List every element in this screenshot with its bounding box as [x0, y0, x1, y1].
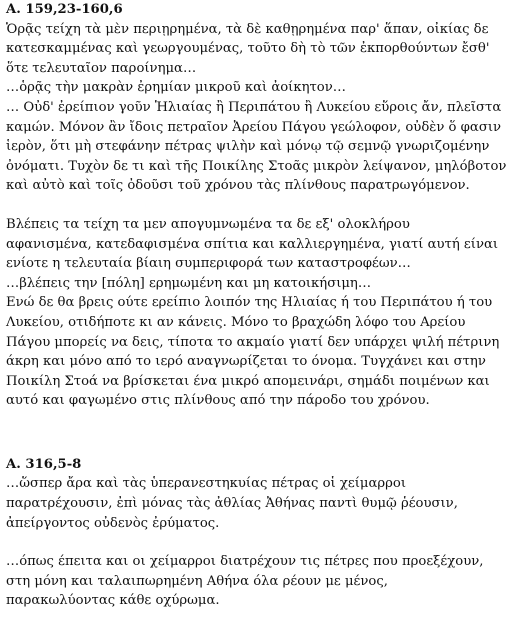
text-line: παρακωλύοντας κάθε οχύρωμα.	[6, 593, 220, 609]
greek-paragraph	[6, 474, 524, 533]
text-line: αυτό και φαγωμένο στις πλίνθους από την πάροδο του χρόνου.	[6, 393, 430, 409]
text-line: ὅτε τελευταῖον παροίνημα…	[6, 60, 197, 76]
text-line: …βλέπεις την [πόλη] ερημωμένη και μη κατοικήσιμη…	[6, 275, 372, 291]
text-line: …όπως έπειτα και οι χείμαρροι διατρέχουν τις πέτρες που προεξέχουν,	[6, 554, 484, 570]
section-heading: A. 159,23-160,6	[6, 2, 123, 17]
text-line: Πάγου μπορείς να δεις, τίποτα το ακμαίο γιατί δεν υπάρχει ψιλή πέτρινη	[6, 334, 500, 350]
text-line: Ποικίλη Στοά να βρίσκεται ένα μικρό απομεινάρι, σημάδι ποιμένων και	[6, 373, 490, 389]
paragraph-spacer	[6, 196, 524, 215]
modern-greek-paragraph	[6, 215, 524, 274]
paragraph-spacer	[6, 533, 524, 552]
text-line: …ὁρᾷς τὴν μακρὰν ἐρημίαν μικροῦ καὶ ἀοίκητον…	[6, 80, 346, 96]
modern-greek-paragraph	[6, 274, 524, 411]
text-line: ἱερὸν, ὅτι μὴ στεφάνην πέτρας ψιλὴν καὶ μόνῳ τῷ σεμνῷ γνωριζομένην	[6, 139, 490, 155]
text-line: …ὥσπερ ἄρα καὶ τὰς ὑπερανεστηκυίας πέτρας οἱ χείμαρροι	[6, 476, 406, 492]
section-heading: A. 316,5-8	[6, 456, 82, 472]
text-line: ὀνόματι. Τυχὸν δε τι καὶ τῆς Ποικίλης Στοᾶς μικρὸν λείψανον, μηλόβοτον	[6, 158, 507, 174]
text-line: … Οὐδ' ἐρείπιον γοῦν Ἡλιαίας ἢ Περιπάτου ἢ Λυκείου εὕροις ἄν, πλεῖστα	[6, 99, 502, 115]
text-line: καὶ αὐτὸ καὶ τοῖς ὀδοῦσι τοῦ χρόνου τὰς πλίνθους παρατρωγόμενον.	[6, 178, 470, 194]
text-line: αφανισμένα, κατεδαφισμένα σπίτια και καλλιεργημένα, γιατί αυτή είναι	[6, 236, 499, 252]
text-line: Ενώ δε θα βρεις ούτε ερείπιο λοιπόν της Ηλιαίας ή του Περιπάτου ή του	[6, 295, 493, 311]
text-line: άκρη και μόνο από το ιερό αναγνωρίζεται το όνομα. Τυγχάνει και στην	[6, 354, 486, 370]
text-line: ενίοτε η τελευταία βίαιη συμπεριφορά των καταστροφέων…	[6, 256, 411, 272]
modern-greek-paragraph	[6, 552, 524, 611]
section-spacer	[6, 411, 524, 455]
text-line: Λυκείου, οτιδήποτε κι αν κάνεις. Μόνο το βραχώδη λόφο του Αρείου	[6, 314, 466, 330]
section-316	[6, 455, 524, 611]
text-line: παρατρέχουσιν, ἐπὶ μόνας τὰς ἀθλίας Ἀθήνας παντὶ θυμῷ ῥέουσιν,	[6, 496, 458, 512]
text-line: Βλέπεις τα τείχη τα μεν απογυμνωμένα τα δε εξ' ολοκλήρου	[6, 216, 410, 232]
text-line: στη μόνη και ταλαιπωρημένη Αθήνα όλα ρέουν με μένος,	[6, 573, 388, 589]
text-line: κατεσκαμμένας καὶ γεωργουμένας, τοῦτο δὴ τὸ τῶν ἐκπορθούντων ἔσθ'	[6, 41, 490, 57]
text-line: καμών. Μόνον ἂν ἴδοις πετραῖον Ἀρείου Πάγου γεώλοφον, οὐδὲν ὅ φασιν	[6, 119, 502, 135]
greek-paragraph	[6, 20, 524, 79]
text-line: Ὁρᾷς τείχη τὰ μὲν περιῃρημένα, τὰ δὲ καθῃρημένα παρ' ἅπαν, οἰκίας δε	[6, 21, 489, 37]
section-159	[6, 0, 524, 411]
greek-paragraph	[6, 78, 524, 196]
text-line: ἀπείργοντος οὐδενὸς ἐρύματος.	[6, 515, 220, 531]
